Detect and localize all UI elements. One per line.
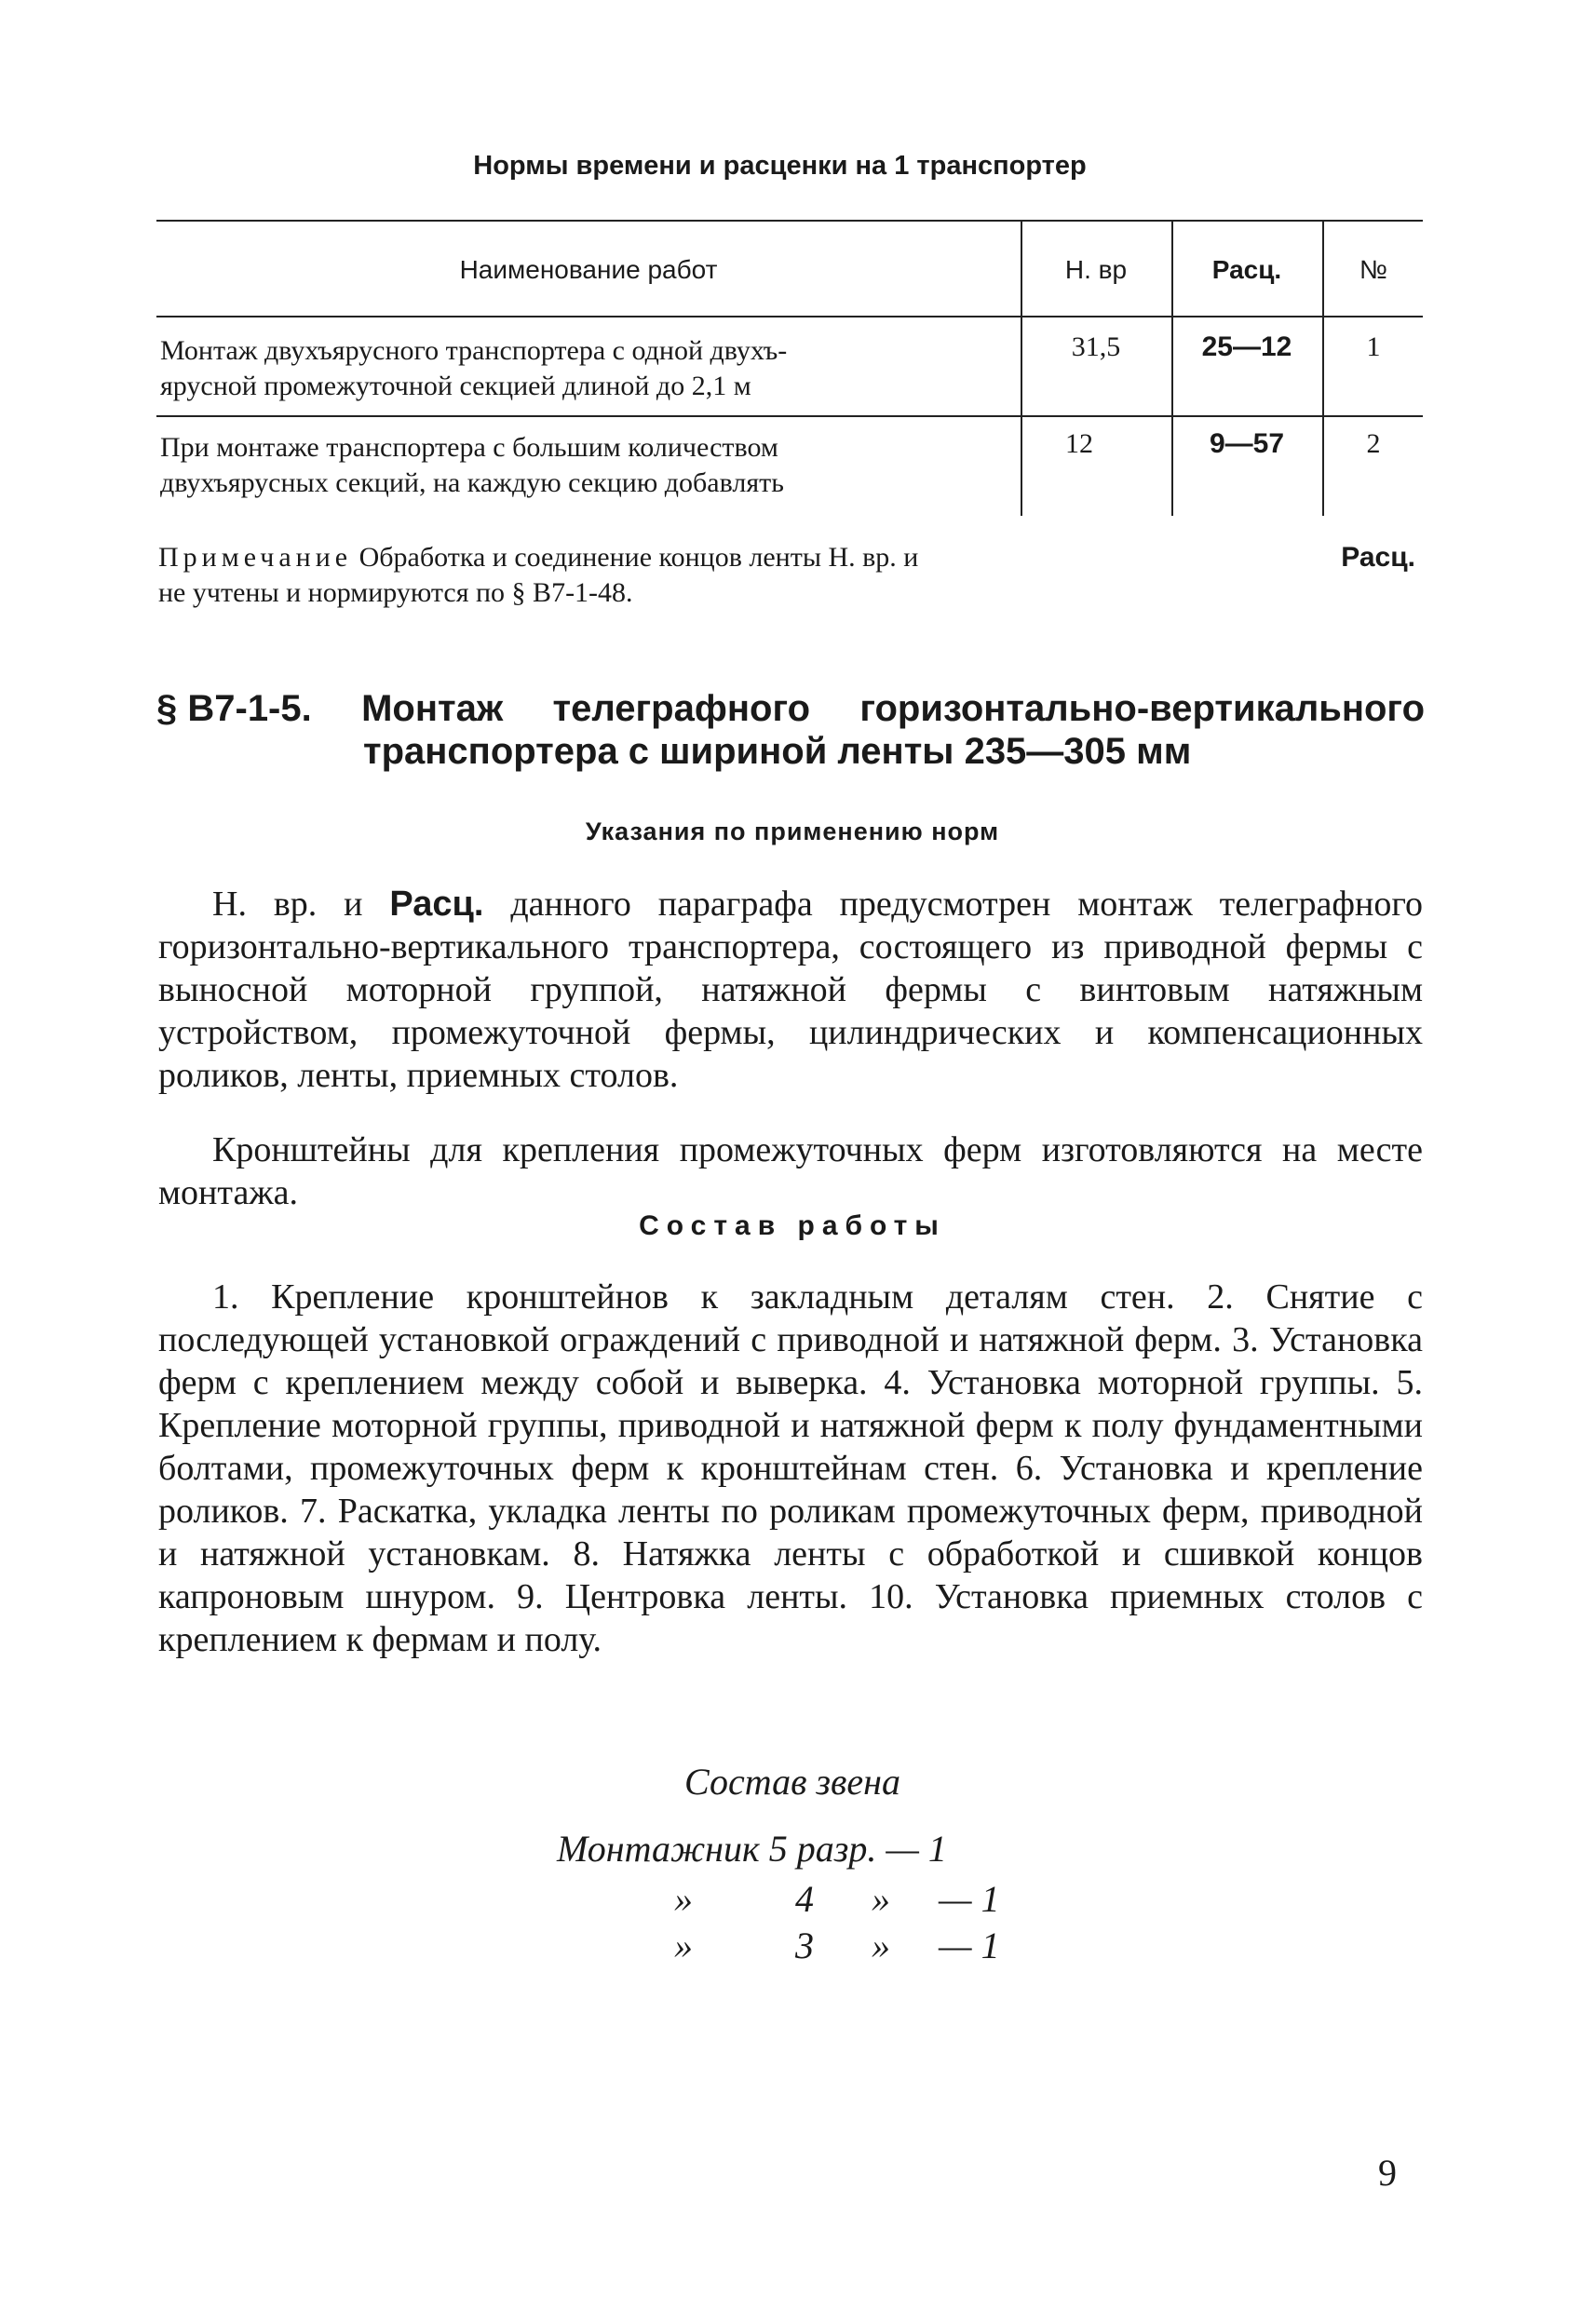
section-number: § В7-1-5.: [156, 688, 312, 729]
section-title-line2: транспортера с шириной ленты 235—305 мм: [363, 731, 1192, 772]
team-row: [872, 1877, 890, 1921]
row-time: 12: [1065, 428, 1093, 459]
team-unit: »: [872, 1878, 890, 1920]
team-unit: »: [872, 1925, 890, 1966]
note-text-continued: не учтены и нормируются по § В7-1-48.: [158, 577, 633, 608]
section-title-word: Монтаж: [361, 688, 504, 729]
row-price: 9—57: [1209, 428, 1285, 459]
table-note: [158, 540, 1415, 611]
team-role: »: [674, 1925, 693, 1966]
section-heading-line: [156, 687, 1425, 730]
note-line: [158, 540, 1415, 575]
table-title: Нормы времени и расценки на 1 транспортер: [473, 151, 1087, 181]
section-title-word: горизонтально-вертикального: [859, 688, 1425, 729]
team-row: [795, 1877, 814, 1921]
row-time: 31,5: [1071, 331, 1121, 362]
team-role: Монтажник: [557, 1828, 760, 1870]
row-name-line: Монтаж двухъярусного транспортера с одной двухъ-: [160, 335, 788, 366]
table-row-rule: [156, 415, 1423, 417]
instructions-paragraph: [158, 883, 1423, 1097]
team-row: [557, 1827, 947, 1871]
row-name-line: ярусной промежуточной секцией длиной до 2,1 м: [160, 371, 751, 401]
instructions-paragraph: Кронштейны для крепления промежуточных ферм изготовляются на месте монтажа.: [158, 1130, 1423, 1212]
team-grade: 4: [795, 1878, 814, 1920]
page-number: 9: [1378, 2152, 1397, 2194]
team-role: »: [674, 1878, 693, 1920]
p1-bold: Расц.: [389, 885, 484, 924]
team-count: — 1: [939, 1925, 1000, 1966]
section-title-word: телеграфного: [552, 688, 811, 729]
header-price: Расц.: [1211, 255, 1282, 284]
header-name: Наименование работ: [459, 255, 718, 284]
note-text: Обработка и соединение концов ленты Н. вр. и: [358, 542, 919, 573]
table-header-rule: [156, 316, 1423, 317]
row-name-line: При монтаже транспортера с большим количеством: [160, 432, 778, 463]
note-label: Примечание: [158, 542, 353, 573]
table-top-rule: [156, 220, 1423, 222]
team-row: [872, 1924, 890, 1967]
team-grade: 5: [768, 1828, 788, 1870]
work-heading: Состав работы: [639, 1210, 946, 1241]
team-count: — 1: [939, 1878, 1000, 1920]
team-grade: 3: [795, 1925, 814, 1966]
team-unit: разр.: [796, 1828, 877, 1870]
team-row: [939, 1924, 1000, 1967]
team-row: [939, 1877, 1000, 1921]
row-number: 1: [1366, 331, 1381, 362]
note-bold-word: Расц.: [1341, 542, 1415, 573]
work-paragraph: 1. Крепление кронштейнов к закладным деталям стен. 2. Снятие с последующей установкой ограждений с приводной и натяжной ферм. 3. Установка ферм с креплением между собой и выверка. 4. Установка моторной группы. 5. Крепление моторной группы, приводной и натяжной ферм к полу фундаментными болтами, промежуточных ферм к кронштейнам стен. 6. Установка и крепление роликов. 7. Раскатка, укладка ленты по роликам промежуточных ферм, приводной и натяжной установкам. 8. Натяжка ленты с обработкой и сшивкой концов капроновым шнуром. 9. Центровка ленты. 10. Установка приемных столов с креплением к фермам и полу.: [158, 1277, 1423, 1659]
table-row: [160, 333, 1008, 404]
instructions-heading: Указания по применению норм: [585, 817, 1000, 845]
row-number: 2: [1366, 428, 1381, 459]
section-heading: [156, 687, 1425, 773]
table-row: [160, 430, 1008, 501]
p1-start: Н. вр. и: [212, 885, 363, 924]
team-row: [795, 1924, 814, 1967]
p1-rest: данного параграфа предусмотрен монтаж телеграфного горизонтально-вертикального транспортера, состоящего из приводной фермы с выносной моторной группой, натяжной фермы с винтовым натяжным устройством, промежуточной фермы, цилиндрических и компенсационных роликов, ленты, приемных столов.: [158, 885, 1424, 1095]
header-time: Н. вр: [1064, 255, 1128, 284]
row-price: 25—12: [1201, 331, 1292, 362]
header-number: №: [1359, 255, 1388, 284]
team-heading: Состав звена: [683, 1761, 900, 1803]
team-row: [674, 1877, 693, 1921]
team-count: — 1: [886, 1828, 947, 1870]
row-name-line: двухъярусных секций, на каждую секцию добавлять: [160, 467, 784, 498]
team-row: [674, 1924, 693, 1967]
